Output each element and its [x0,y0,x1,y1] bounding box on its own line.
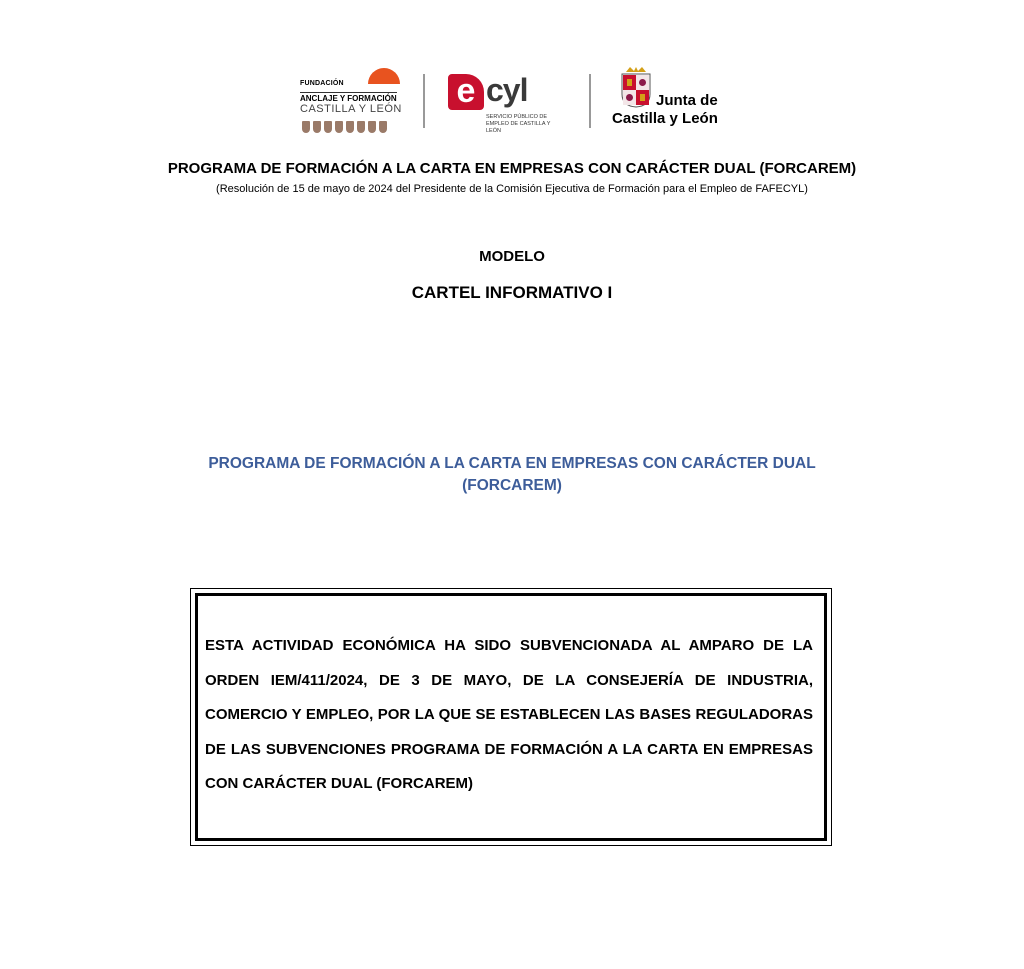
ecyl-word: cyl [486,72,528,108]
columns-icon [302,120,390,138]
cartel-title: CARTEL INFORMATIVO I [411,283,613,302]
document-title: PROGRAMA DE FORMACIÓN A LA CARTA EN EMPRESAS CON CARÁCTER DUAL (FORCAREM) [167,160,857,177]
junta-line2: Castilla y León [612,110,718,127]
logo-bar [296,62,736,136]
notice-box [190,588,832,846]
fundacion-name: ANCLAJE Y FORMACIÓN [300,94,397,103]
coat-of-arms-icon [620,66,652,108]
modelo-label: MODELO [479,248,545,265]
ecyl-logo [446,70,566,132]
ecyl-letter: e [448,74,484,110]
program-heading-line2: (FORCAREM) [462,477,562,494]
program-heading-line1: PROGRAMA DE FORMACIÓN A LA CARTA EN EMPRESAS CON CARÁCTER DUAL [208,455,816,472]
junta-logo [612,62,736,136]
notice-text: ESTA ACTIVIDAD ECONÓMICA HA SIDO SUBVENCIONADA AL AMPARO DE LA ORDEN IEM/411/2024, DE 3 DE MAYO, DE LA CONSEJERÍA DE INDUSTRIA, COMERCIO Y EMPLEO, POR LA QUE SE ESTABLECEN LAS BASES REGULADORAS DE LAS SUBVENCIONES PROGRAMA DE FORMACIÓN A LA CARTA EN EMPRESAS CON CARÁCTER DUAL (FORCAREM) [205,637,813,792]
document-subtitle: (Resolución de 15 de mayo de 2024 del Presidente de la Comisión Ejecutiva de Formación para el Empleo de FAFECYL) [216,183,808,195]
ecyl-subtitle: SERVICIO PÚBLICO DE EMPLEO DE CASTILLA Y LEÓN [486,114,551,134]
program-heading [180,453,844,497]
logo-divider [423,74,425,128]
fundacion-region: CASTILLA Y LEÓN [300,103,402,115]
junta-line1: Junta de [656,92,718,109]
fundacion-label: FUNDACIÓN [300,80,344,87]
logo-divider [589,74,591,128]
fundacion-logo [296,68,404,132]
sun-icon [368,68,400,84]
